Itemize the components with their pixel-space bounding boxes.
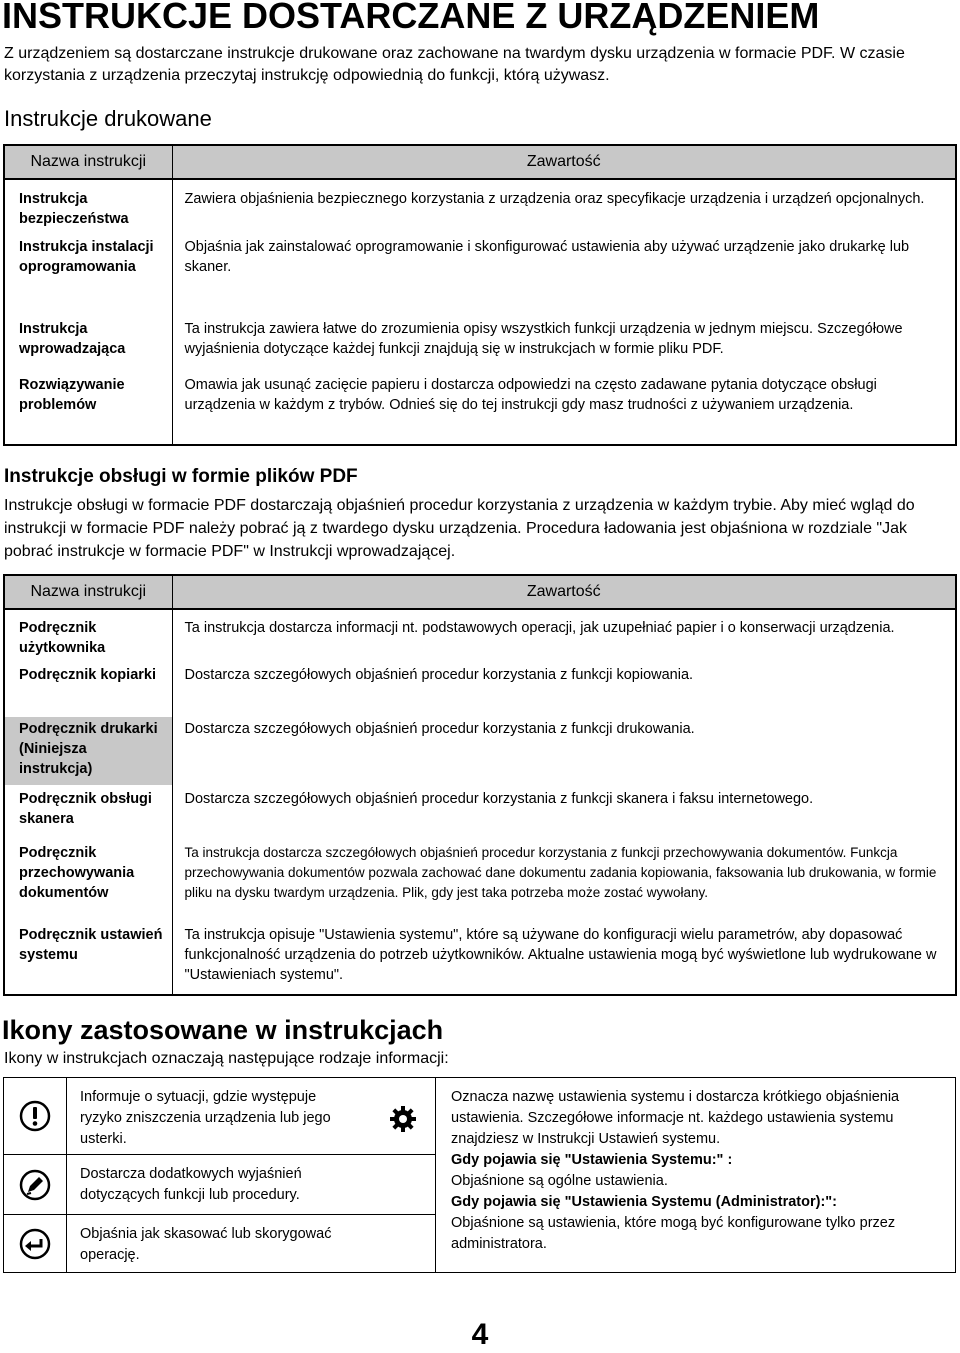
icon-legend-text: Dostarcza dodatkowych wyjaśnień dotyczących funkcji lub procedury. [80,1166,302,1203]
table-row [4,717,956,785]
manual-description: Zawiera objaśnienia bezpiecznego korzystania z urządzenia oraz specyfikacje urządzenia i urządzeń opcjonalnych. [184,191,925,207]
manual-description: Ta instrukcja dostarcza szczegółowych objaśnień procedur korzystania z funkcji przechowywania dokumentów. Funkcja przechowywania dokumentów pozwala zachować dane dokumentu zadania kopiowania, faksowania lub drukowania, w formie pliku na dysku twardym urządzenia. Plik, gdy jest taka potrzeba może zostać wywołany. [184,845,937,900]
system-settings-admin-label: Gdy pojawia się "Ustawienia Systemu (Administrator):": [451,1194,837,1210]
table-row [4,917,956,995]
icon-legend-text: Objaśnia jak skasować lub skorygować operację. [80,1226,332,1263]
warning-icon [4,1078,67,1154]
icons-intro: Ikony w instrukcjach oznaczają następujące rodzaje informacji: [4,1050,449,1067]
column-header-name: Nazwa instrukcji [4,575,172,609]
manual-name: Podręcznik kopiarki [4,663,172,717]
manual-description: Ta instrukcja opisuje "Ustawienia systemu", które są używane do konfiguracji wielu parametrów, aby dopasować funkcjonalność urządzenia do potrzeb użytkowników. Aktualne ustawienia mogą być wyświetlone lub wydrukowane w "Ustawieniach systemu". [184,927,937,983]
undo-icon [4,1215,67,1272]
pdf-manuals-table [3,574,957,996]
page-intro: Z urządzeniem są dostarczane instrukcje drukowane oraz zachowane na twardym dysku urządzenia w formacie PDF. W czasie korzystania z urządzenia przeczytaj instrukcję odpowiednią do funkcji, którą używasz. [4,45,905,84]
manual-name: Instrukcja wprowadzająca [4,313,172,369]
system-settings-icon [388,1104,418,1141]
manual-description: Omawia jak usunąć zacięcie papieru i dostarcza odpowiedzi na często zadawane pytania dotyczące obsługi urządzenia w każdym z trybów. Odnieś się do tej instrukcji gdy masz trudności z używaniem urządzenia. [184,377,877,413]
table-row [4,235,956,313]
table-row [4,369,956,445]
manual-name: Podręcznik obsługi skanera [4,785,172,839]
column-header-name: Nazwa instrukcji [4,145,172,179]
pdf-manuals-intro: Instrukcje obsługi w formacie PDF dostarczają objaśnień procedur korzystania z urządzenia w każdym trybie. Aby mieć wgląd do instrukcji w formacie PDF należy pobrać ją z twardego dysku urządzenia. Procedura ładowania jest objaśniona w rozdziale "Jak pobrać instrukcje w formacie PDF" w Instrukcji wprowadzającej. [4,497,915,560]
table-row [4,839,956,917]
icon-legend-row [4,1215,435,1272]
manual-description: Dostarcza szczegółowych objaśnień procedur korzystania z funkcji skanera i faksu internetowego. [184,791,814,807]
printed-manuals-heading: Instrukcje drukowane [4,106,212,131]
table-row [4,663,956,717]
manual-name-current: Podręcznik drukarki (Niniejsza instrukcja) [4,717,172,785]
printed-manuals-table [3,144,957,446]
system-settings-general-text: Objaśnione są ogólne ustawienia. [451,1173,668,1189]
system-settings-general-label: Gdy pojawia się "Ustawienia Systemu:" : [451,1152,733,1168]
manual-name: Podręcznik ustawień systemu [4,917,172,995]
system-settings-admin-text: Objaśnione są ustawienia, które mogą być konfigurowane tylko przez administratora. [451,1215,896,1252]
table-row [4,313,956,369]
manual-name: Instrukcja bezpieczeństwa [4,179,172,235]
table-row [4,179,956,235]
manual-name: Podręcznik użytkownika [4,609,172,663]
manual-description: Dostarcza szczegółowych objaśnień procedur korzystania z funkcji kopiowania. [184,667,694,683]
icons-heading: Ikony zastosowane w instrukcjach [2,1015,444,1045]
manual-description: Ta instrukcja zawiera łatwe do zrozumienia opisy wszystkich funkcji urządzenia w jednym miejscu. Szczegółowe wyjaśnienia dotyczące każdej funkcji znajdują się w instrukcjach w formie pliku PDF. [184,321,903,357]
manual-description: Ta instrukcja dostarcza informacji nt. podstawowych operacji, jak uzupełniać papier i o konserwacji urządzenia. [184,620,895,636]
manual-name: Instrukcja instalacji oprogramowania [4,235,172,313]
table-header-row [4,575,956,609]
manual-description: Dostarcza szczegółowych objaśnień procedur korzystania z funkcji drukowania. [184,721,695,737]
icon-legend-row [4,1155,435,1215]
pdf-manuals-heading: Instrukcje obsługi w formie plików PDF [4,466,358,487]
note-pencil-icon [4,1155,67,1214]
icons-legend-left [4,1078,436,1272]
icon-legend-text: Informuje o sytuacji, gdzie występuje ryzyko zniszczenia urządzenia lub jego usterki. [80,1089,331,1147]
system-settings-text: Oznacza nazwę ustawienia systemu i dostarcza krótkiego objaśnienia ustawienia. Szczegółowe informacje nt. każdego ustawienia systemu znajdziesz w Instrukcji Ustawień systemu. [451,1089,900,1147]
icons-legend-right [436,1078,955,1272]
column-header-content: Zawartość [172,575,956,609]
manual-name: Podręcznik przechowywania dokumentów [4,839,172,917]
page-title: INSTRUKCJE DOSTARCZANE Z URZĄDZENIEM [2,0,820,36]
column-header-content: Zawartość [172,145,956,179]
system-settings-description [451,1087,931,1255]
manual-name: Rozwiązywanie problemów [4,369,172,445]
table-header-row [4,145,956,179]
table-row [4,609,956,663]
icons-legend [3,1077,956,1273]
icon-legend-row [4,1078,435,1155]
manual-description: Objaśnia jak zainstalować oprogramowanie i skonfigurować ustawienia aby używać urządzenie jako drukarkę lub skaner. [184,239,910,275]
page-number: 4 [471,1318,489,1351]
table-row [4,785,956,839]
